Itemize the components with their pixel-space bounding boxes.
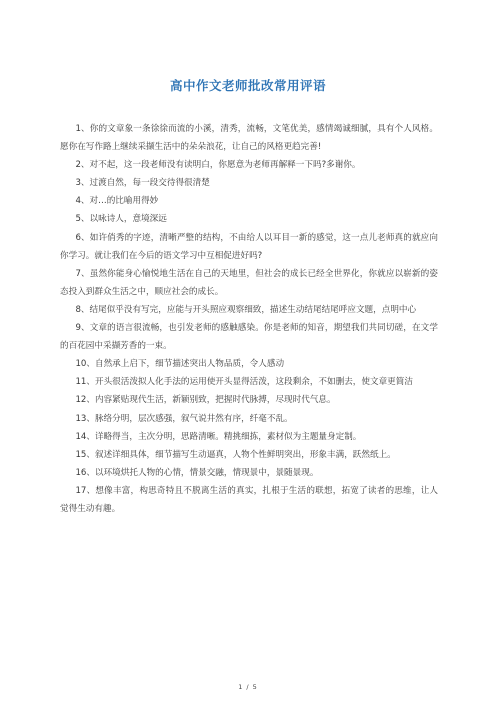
comment-paragraph: 2、对不起，这一段老师没有读明白，你愿意为老师再解释一下吗?多谢你。 [75,160,361,171]
page-number: 1 / 5 [238,683,258,691]
comment-paragraph: 12、内容紧贴现代生活，新颖别致，把握时代脉搏，尽现时代气息。 [75,395,336,406]
comment-paragraph: 7、虽然你能身心愉悦地生活在自己的天地里，但社会的成长已经全世界化，你就应以崭新的姿态投入到群众生活之中，顺应社会的成长。 [60,268,438,297]
comment-paragraph: 15、叙述详细具体，细节描写生动逼真，人物个性鲜明突出，形象丰满，跃然纸上。 [75,449,396,460]
comment-paragraph: 14、详略得当，主次分明，思路清晰。精挑细拣，素材似为主题量身定制。 [75,431,362,442]
document-title: 高中作文老师批改常用评语 [169,78,326,93]
comment-paragraph: 4、对…的比喻用得妙 [75,196,159,207]
document-body [60,120,438,518]
comment-paragraph: 16、以环境烘托人物的心情，情景交融，情现景中，景随景现。 [75,467,319,478]
comment-paragraph: 3、过渡自然，每一段交待得很清楚 [75,178,210,189]
comment-paragraph: 13、脉络分明，层次感强，叙气说井然有序，纤毫不乱。 [75,413,293,424]
comment-paragraph: 10、自然承上启下，细节描述突出人物品质，令人感动 [75,359,285,370]
comment-paragraph: 6、如许俏秀的字迹，清晰严整的结构，不由给人以耳目一新的感觉，这一点儿老师真的就应向你学习。就让我们在今后的语文学习中互相促进好吗? [60,232,438,261]
comment-paragraph: 5、以咏诗人，意境深远 [75,214,167,225]
comment-paragraph: 1、你的文章象一条徐徐而流的小溪，清秀，流畅，文笔优美，感情竭诚细腻，具有个人风格。愿你在写作路上继续采撷生活中的朵朵浪花，让自己的风格更趋完善! [60,124,438,153]
comment-paragraph: 17、想像丰富，构思奇特且不脱离生活的真实，扎根于生活的联想，拓宽了读者的思维，让人觉得生动有趣。 [60,485,438,514]
comment-paragraph: 8、结尾似乎没有写完，应能与开头照应观察细致，描述生动结尾结尾呼应文题，点明中心 [75,304,417,315]
comment-paragraph: 11、开头很活泼拟人化手法的运用使开头显得活泼，这段剩余，不如删去，使文章更简洁 [75,377,413,388]
comment-paragraph: 9、文章的语言很流畅，也引发老师的感触感染。你是老师的知音，期望我们共同切磋，在文学的百花园中采撷芳香的一束。 [60,323,438,352]
